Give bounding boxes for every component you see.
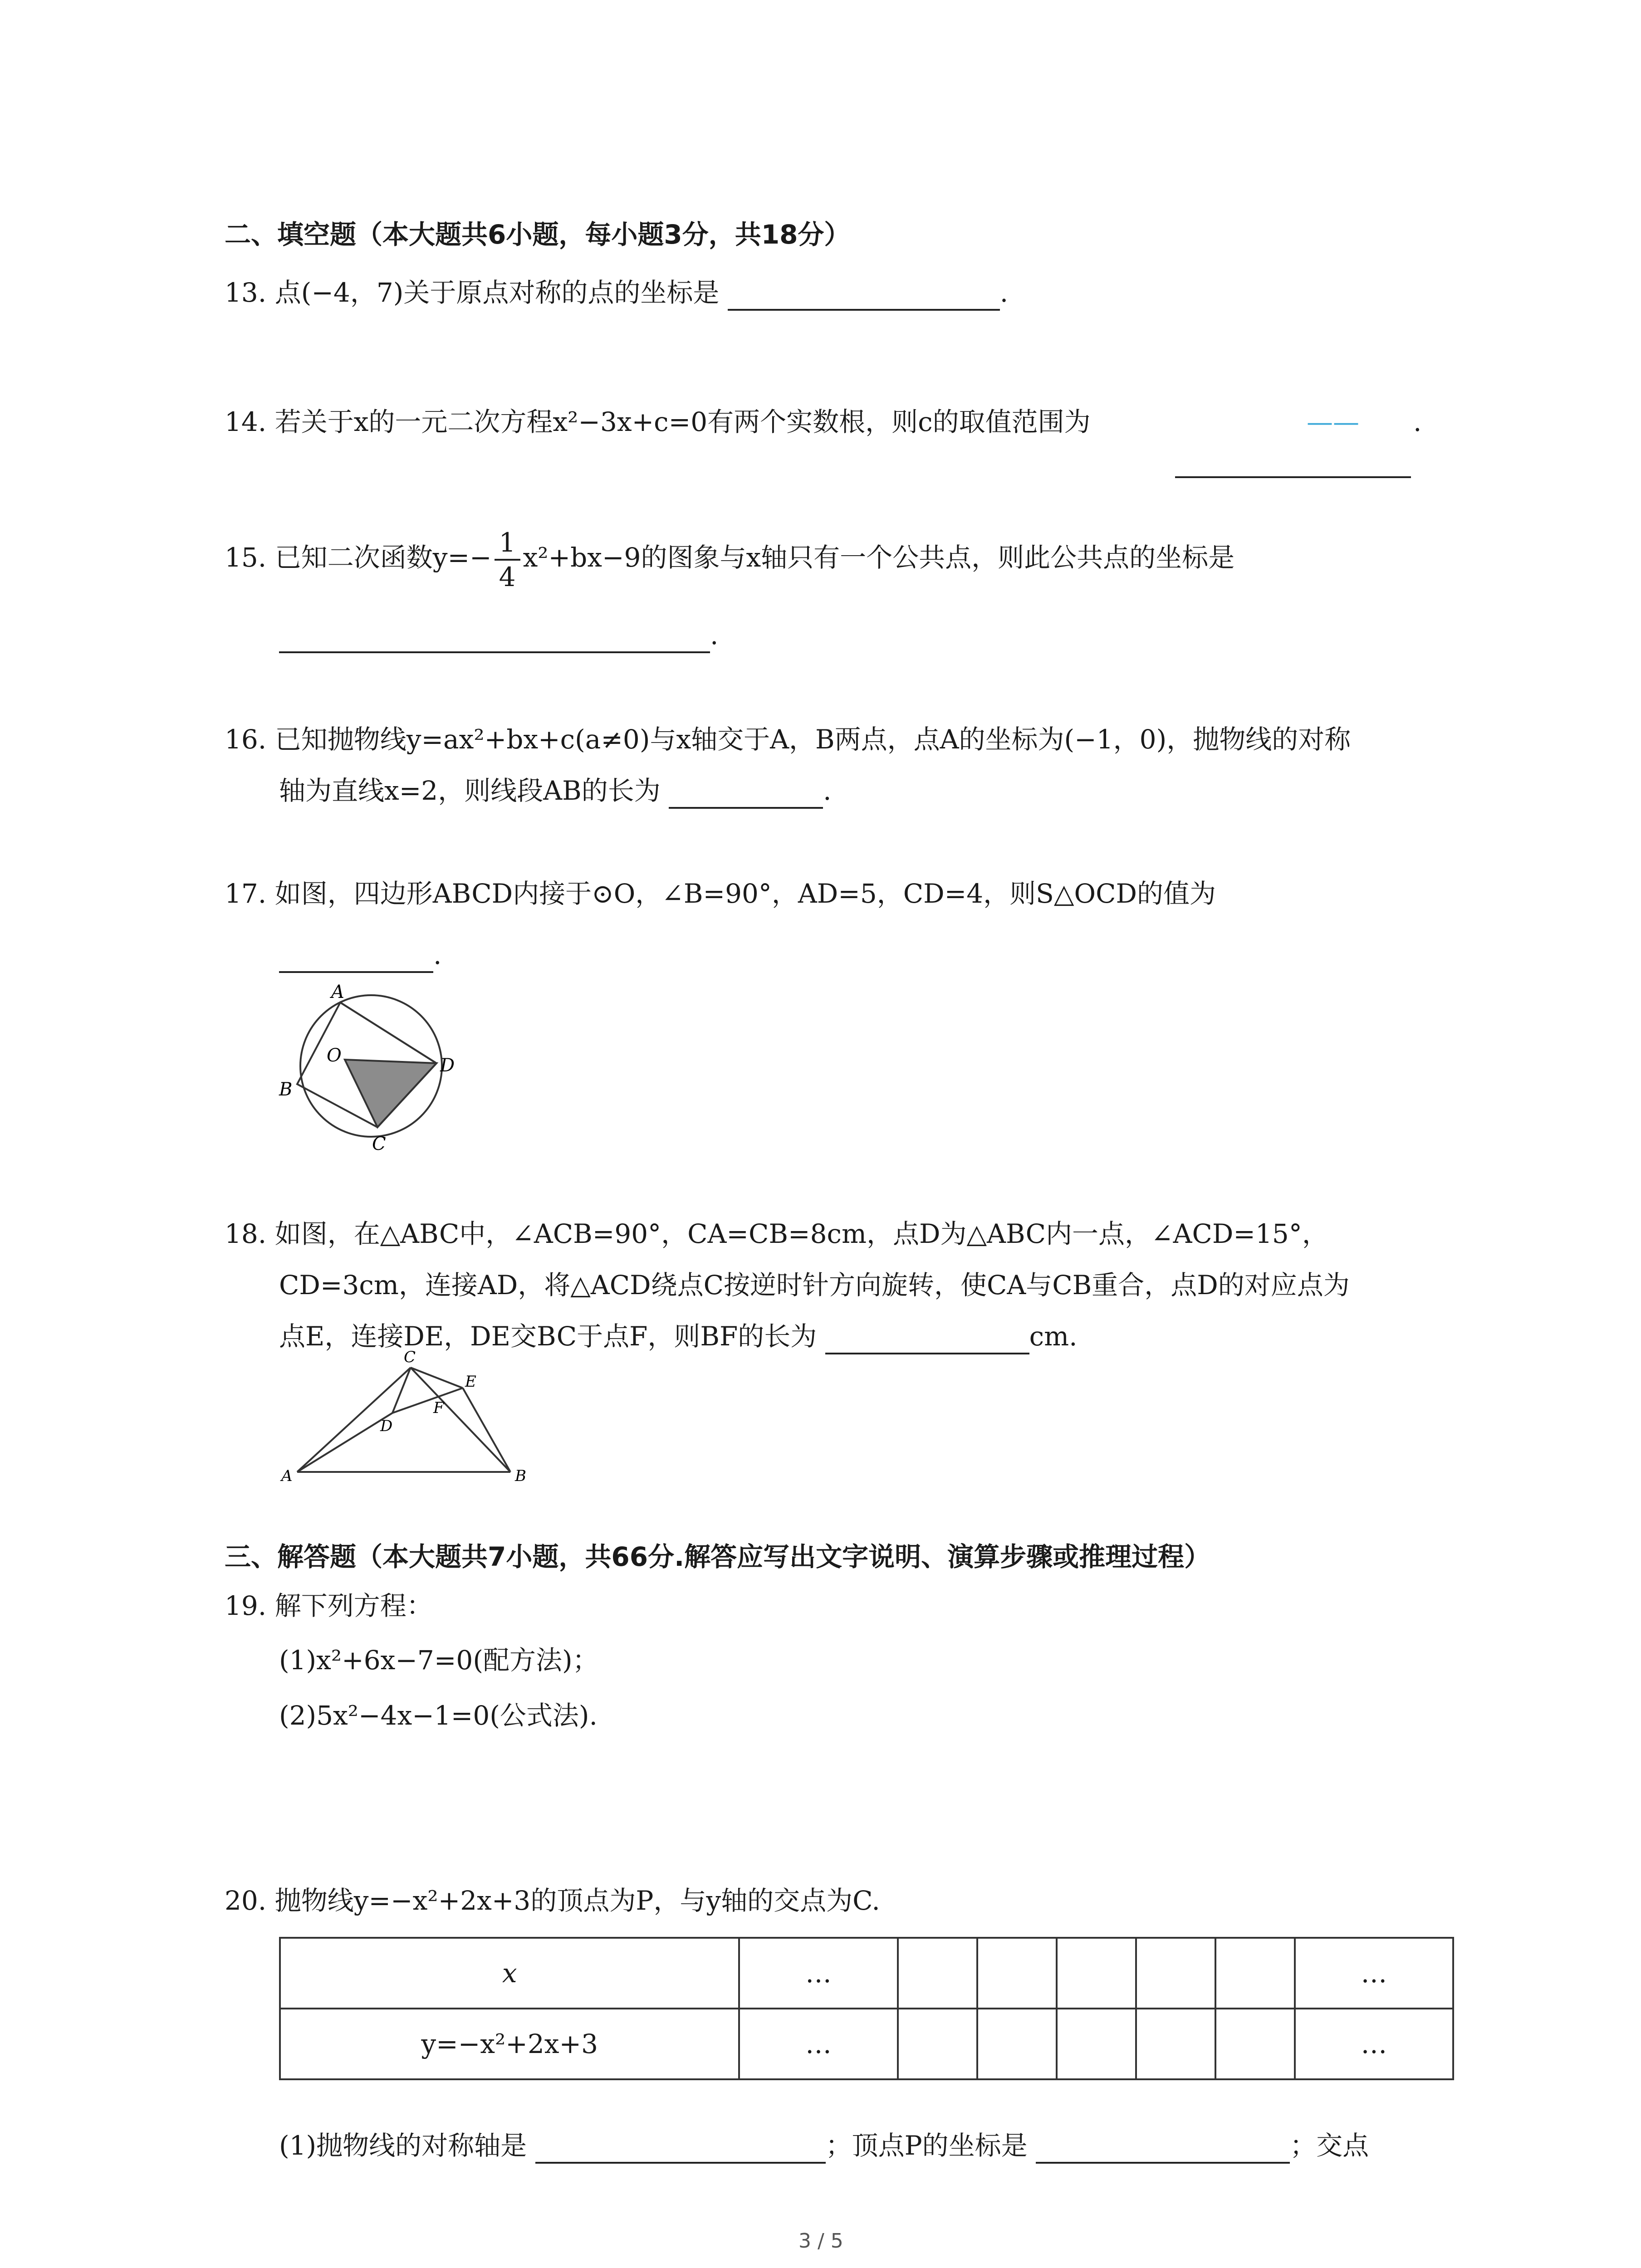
page-number: 3 / 5 — [798, 2229, 843, 2253]
table-cell: … — [1295, 1938, 1453, 2009]
label-f: F — [433, 1399, 444, 1417]
table-cell[interactable] — [977, 1938, 1057, 2009]
table-cell[interactable] — [1215, 2009, 1295, 2079]
answer-blank[interactable] — [535, 2135, 826, 2164]
label-o: O — [327, 1045, 342, 1066]
table-cell: … — [1295, 2009, 1453, 2079]
label-d: D — [380, 1417, 393, 1435]
question-20-part1: (1)抛物线的对称轴是 ；顶点P的坐标是 ；交点 — [279, 2127, 1369, 2164]
question-20: 20. 抛物线y=−x²+2x+3的顶点为P，与y轴的交点为C. — [225, 1885, 880, 1916]
question-19: 19. 解下列方程： — [225, 1590, 433, 1621]
question-text: 点(−4，7)关于原点对称的点的坐标是 — [274, 277, 720, 308]
section-heading: 三、解答题（本大题共7小题，共66分.解答应写出文字说明、演算步骤或推理过程） — [225, 1541, 1211, 1572]
table-row — [280, 2009, 1453, 2079]
fraction: $\frac{1}{4}$ — [495, 526, 520, 593]
question-number: 14. — [225, 406, 267, 437]
answer-line-15: . — [279, 617, 718, 653]
table-cell[interactable] — [1057, 2009, 1136, 2079]
label-d: D — [440, 1055, 455, 1076]
question-number: 19. — [225, 1590, 267, 1621]
label-a: A — [281, 1467, 293, 1485]
answer-blank[interactable] — [1175, 449, 1411, 478]
table-header-y: y=−x²+2x+3 — [280, 2009, 739, 2079]
circle-quadrilateral-figure — [277, 975, 467, 1157]
triangle-rotation-figure — [272, 1349, 554, 1495]
answer-blank[interactable] — [1036, 2135, 1290, 2164]
question-number: 20. — [225, 1885, 267, 1916]
period: . — [1413, 406, 1422, 437]
question-17: 17. 如图，四边形ABCD内接于⊙O，∠B=90°，AD=5，CD=4，则S△OCD的值为 — [225, 878, 1216, 909]
label-b: B — [279, 1079, 293, 1100]
question-number: 16. — [225, 724, 267, 755]
answer-blank[interactable] — [728, 282, 1000, 311]
question-16: 16. 已知抛物线y=ax²+bx+c(a≠0)与x轴交于A，B两点，点A的坐标为(−1，0)，抛物线的对称 — [225, 724, 1351, 755]
table-cell[interactable] — [1215, 1938, 1295, 2009]
answer-blank[interactable] — [825, 1325, 1029, 1354]
table-cell[interactable] — [1136, 2009, 1215, 2079]
question-18: 18. 如图，在△ABC中，∠ACB=90°，CA=CB=8cm，点D为△ABC内一点，∠ACD=15°， — [225, 1218, 1328, 1249]
question-number: 15. — [225, 542, 267, 573]
table-row — [280, 1938, 1453, 2009]
table-cell[interactable] — [977, 2009, 1057, 2079]
answer-blank[interactable] — [669, 780, 823, 809]
label-e: E — [465, 1373, 476, 1391]
section-heading: 二、填空题（本大题共6小题，每小题3分，共18分） — [225, 219, 851, 250]
table-cell[interactable] — [1136, 1938, 1215, 2009]
question-text: 若关于x的一元二次方程x²−3x+c=0有两个实数根，则c的取值范围为 — [274, 406, 1091, 437]
table-cell[interactable] — [898, 2009, 977, 2079]
value-table — [279, 1937, 1454, 2080]
question-number: 13. — [225, 277, 267, 308]
answer-blank[interactable] — [279, 624, 710, 653]
question-13: 13. 点(−4，7)关于原点对称的点的坐标是 . — [225, 274, 1008, 311]
question-number: 17. — [225, 878, 267, 909]
table-header-x: x — [280, 1938, 739, 2009]
question-15: 15. 已知二次函数y=− $\frac{1}{4}$ x²+bx−9的图象与x轴只有一个公共点，则此公共点的坐标是 — [225, 527, 1235, 592]
question-19-part1: (1)x²+6x−7=0(配方法)； — [279, 1645, 599, 1676]
question-18-line3: 点E，连接DE，DE交BC于点F，则BF的长为 cm. — [279, 1318, 1078, 1354]
label-b: B — [515, 1467, 526, 1485]
question-18-line2: CD=3cm，连接AD，将△ACD绕点C按逆时针方向旋转，使CA与CB重合，点D的对应点为 — [279, 1270, 1350, 1300]
table-cell[interactable] — [1057, 1938, 1136, 2009]
question-number: 18. — [225, 1218, 267, 1249]
label-a: A — [331, 982, 344, 1002]
label-c: C — [372, 1134, 386, 1154]
question-14 — [225, 404, 1091, 440]
answer-blank[interactable] — [279, 944, 433, 973]
table-cell[interactable] — [898, 1938, 977, 2009]
label-c: C — [404, 1349, 416, 1366]
table-cell: … — [739, 1938, 897, 2009]
accent-dash: —— — [1307, 406, 1359, 437]
question-16-line2: 轴为直线x=2，则线段AB的长为 . — [279, 772, 832, 809]
table-cell: … — [739, 2009, 897, 2079]
answer-line-17: . — [279, 937, 441, 973]
question-19-part2: (2)5x²−4x−1=0(公式法). — [279, 1700, 598, 1731]
